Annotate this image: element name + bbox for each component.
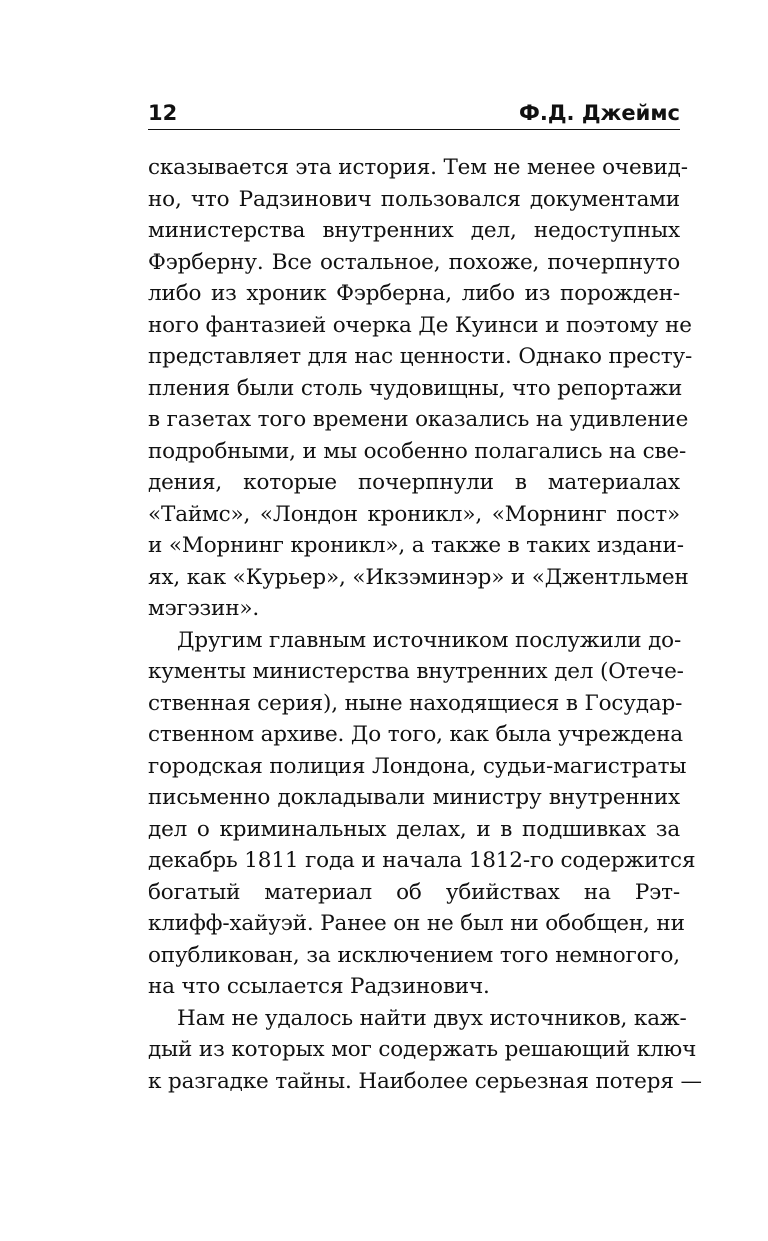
text-line: в газетах того времени оказались на удивление xyxy=(148,407,689,432)
text-line: на что ссылается Радзинович. xyxy=(148,974,490,999)
text-line: ях, как «Курьер», «Икзэминэр» и «Джентльмен xyxy=(148,564,689,590)
text-line: декабрь 1811 года и начала 1812-го содержится xyxy=(148,848,696,873)
text-line: ственном архиве. До того, как была учреждена xyxy=(148,722,683,747)
text-line: городская полиция Лондона, судьи-магистраты xyxy=(148,753,687,779)
running-header xyxy=(148,100,680,130)
text-line: Нам не удалось найти двух источников, каж- xyxy=(177,1005,687,1031)
body-text xyxy=(148,152,702,1097)
text-line: мэгэзин». xyxy=(148,596,260,621)
text-line: опубликован, за исключением того немногого, xyxy=(148,942,680,968)
text-line: письменно докладывали министру внутренних xyxy=(148,785,680,810)
text-line: сказывается эта история. Тем не менее очевид- xyxy=(148,155,688,180)
text-line: дый из которых мог содержать решающий ключ xyxy=(148,1037,697,1062)
running-title: Ф.Д. Джеймс xyxy=(519,101,680,125)
text-line: представляет для нас ценности. Однако престу- xyxy=(148,344,693,369)
text-line: клифф-хайуэй. Ранее он не был ни обобщен, ни xyxy=(148,911,685,936)
text-line: кументы министерства внутренних дел (Отече- xyxy=(148,659,684,684)
paragraph-1 xyxy=(148,152,693,625)
book-page xyxy=(148,100,702,1097)
text-line: дения, которые почерпнули в материалах xyxy=(148,470,680,495)
page-number: 12 xyxy=(148,101,178,125)
paragraph-3 xyxy=(148,1003,702,1098)
text-line: министерства внутренних дел, недоступных xyxy=(148,218,680,243)
text-line: и «Морнинг кроникл», а также в таких издани- xyxy=(148,533,684,558)
text-line: пления были столь чудовищны, что репортажи xyxy=(148,375,683,401)
text-line: но, что Радзинович пользовался документами xyxy=(148,186,680,212)
text-line: Фэрберну. Все остальное, похоже, почерпнуто xyxy=(148,249,680,275)
paragraph-2 xyxy=(148,625,696,1003)
text-line: ственная серия), ныне находящиеся в Государ- xyxy=(148,690,683,716)
text-line: «Таймс», «Лондон кроникл», «Морнинг пост» xyxy=(148,501,680,527)
text-line: Другим главным источником послужили до- xyxy=(177,627,682,653)
text-line: ного фантазией очерка Де Куинси и поэтому не xyxy=(148,312,692,338)
text-line: дел о криминальных делах, и в подшивках за xyxy=(148,816,680,842)
text-line: подробными, и мы особенно полагались на све- xyxy=(148,438,687,464)
text-line: богатый материал об убийствах на Рэт- xyxy=(148,879,680,905)
text-line: к разгадке тайны. Наиболее серьезная потеря — xyxy=(148,1068,702,1094)
text-line: либо из хроник Фэрберна, либо из порожден- xyxy=(148,281,680,306)
